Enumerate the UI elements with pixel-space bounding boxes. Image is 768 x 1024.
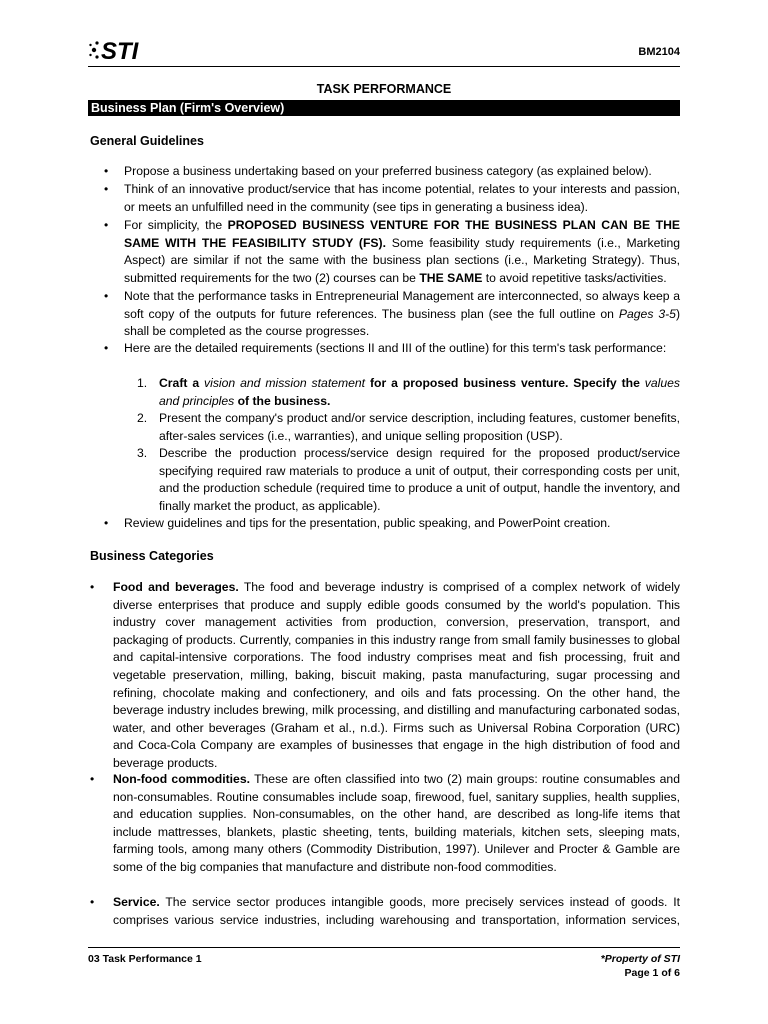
bullet-icon: •: [90, 772, 95, 786]
bullet-icon: •: [104, 218, 109, 232]
bullet-icon: •: [90, 895, 95, 909]
bullet-icon: •: [104, 289, 109, 303]
requirement-1-term: values and principles: [159, 376, 680, 408]
list-number: 2.: [137, 411, 148, 425]
guideline-3-text: Some feasibility study requirements (i.e., Marketing Aspect) are similar if not the same with the business plan sections (i.e., Marketing Strategy). Thus, submitted requirements for the two (2) courses can be: [124, 235, 681, 285]
list-number: 3.: [137, 446, 148, 460]
guideline-4-page-ref: Pages 3-5: [618, 306, 676, 321]
footer-document-label: 03 Task Performance 1: [88, 953, 202, 965]
bullet-icon: •: [104, 516, 109, 530]
guideline-5: Here are the detailed requirements (sections II and III of the outline) for this term's task performance:: [124, 341, 667, 355]
guideline-3: [124, 217, 680, 287]
business-categories-heading: Business Categories: [90, 549, 214, 563]
guideline-1: Propose a business undertaking based on your preferred business category (as explained below).: [124, 164, 652, 178]
guideline-4-text: ) shall be completed as the course progresses.: [124, 306, 680, 339]
category-title: Non-food commodities.: [113, 772, 250, 786]
category-description: The food and beverage industry is comprised of a complex network of widely diverse enterprises that produce and supply edible goods consumed by the world's population. This industry cover management activities from production, conversion, preservation, transport, and packaging of products. Currently, companies in this industry range from small family businesses to global and capital-intensive corporations. The food industry comprises meat and fish processing, fruit and vegetable preservation, milling, baking, biscuit making, pasta manufacturing, sugar processing and refining, chocolate making and confectionery, and oils and fats processing. On the other hand, the beverage industry includes brewing, milk processing, and distilling and manufacturing carbonated sodas, water, and other beverages (Graham et al., n.d.). Firms such as Universal Robina Corporation (URC) and Coca-Cola Company are examples of businesses that engage in the high distribution of food and beverage products.: [113, 580, 680, 770]
category-title: Service.: [113, 895, 160, 909]
category-title: Food and beverages.: [113, 580, 239, 594]
requirement-1-text: Craft a: [159, 376, 205, 390]
bullet-icon: •: [90, 580, 95, 594]
course-code: BM2104: [638, 46, 680, 58]
list-number: 1.: [137, 376, 148, 390]
bullet-icon: •: [104, 182, 109, 196]
svg-text:STI: STI: [101, 38, 139, 64]
sti-logo: [88, 36, 198, 64]
guideline-2: Think of an innovative product/service that has income potential, relates to your interests and passion, or meets an unfulfilled need in the community (see tips in generating a business idea).: [124, 182, 680, 214]
footer-rule: [88, 947, 680, 948]
guideline-3-text: For simplicity, the: [124, 218, 228, 232]
document-title: TASK PERFORMANCE: [316, 82, 452, 96]
requirement-3: Describe the production process/service design required for the proposed product/service specifying required raw materials to produce a unit of output, their corresponding costs per unit, and the production schedule (required time to produce a unit of output, handle the inventory, and finally market the product, as applicable).: [159, 446, 680, 513]
requirement-1: [159, 375, 680, 410]
bullet-icon: •: [104, 164, 109, 178]
guideline-6: Review guidelines and tips for the presentation, public speaking, and PowerPoint creation.: [124, 516, 611, 530]
category-food-and-beverages: [113, 579, 680, 773]
category-service: [113, 894, 680, 929]
guideline-3-text: to avoid repetitive tasks/activities.: [482, 270, 667, 285]
category-non-food-commodities: [113, 771, 680, 877]
section-banner: Business Plan (Firm's Overview): [88, 100, 680, 116]
footer-property-notice: *Property of STI: [600, 953, 680, 965]
general-guidelines-heading: General Guidelines: [90, 134, 204, 148]
page-header: [88, 36, 680, 67]
requirement-1-text: of the business.: [234, 393, 331, 408]
footer-page-number: Page 1 of 6: [624, 967, 680, 979]
guideline-4-text: Note that the performance tasks in Entrepreneurial Management are interconnected, so always keep a soft copy of the outputs for future references. The business plan (see the full outline on: [124, 289, 680, 321]
requirement-1-text: for a proposed business venture. Specify the: [365, 376, 645, 390]
guideline-4: [124, 288, 680, 341]
guideline-3-emphasis: THE SAME: [419, 270, 483, 285]
category-description: The service sector produces intangible goods, more precisely services instead of goods. It comprises various service industries, including warehousing and transportation, information services,: [113, 895, 680, 927]
category-description: These are often classified into two (2) main groups: routine consumables and non-consumables. Routine consumables include soap, firewood, fuel, sanitary supplies, health supplies, and education supplies. Non-consumables, on the other hand, are described as long-life items that include mattresses, blankets, plastic sheeting, tents, building materials, kitchen sets, sleeping mats, farming tools, among many others (Commodity Distribution, 1997). Unilever and Procter & Gamble are some of the big companies that manufacture and distribute non-food commodities.: [113, 772, 680, 874]
guideline-3-emphasis: PROPOSED BUSINESS VENTURE FOR THE BUSINESS PLAN CAN BE THE SAME WITH THE FEASIBILITY STUDY (FS).: [124, 218, 680, 250]
requirement-1-term: vision and mission statement: [204, 376, 366, 390]
bullet-icon: •: [104, 341, 109, 355]
requirement-2: Present the company's product and/or service description, including features, customer benefits, after-sales services (i.e., warranties), and unique selling proposition (USP).: [159, 411, 680, 443]
